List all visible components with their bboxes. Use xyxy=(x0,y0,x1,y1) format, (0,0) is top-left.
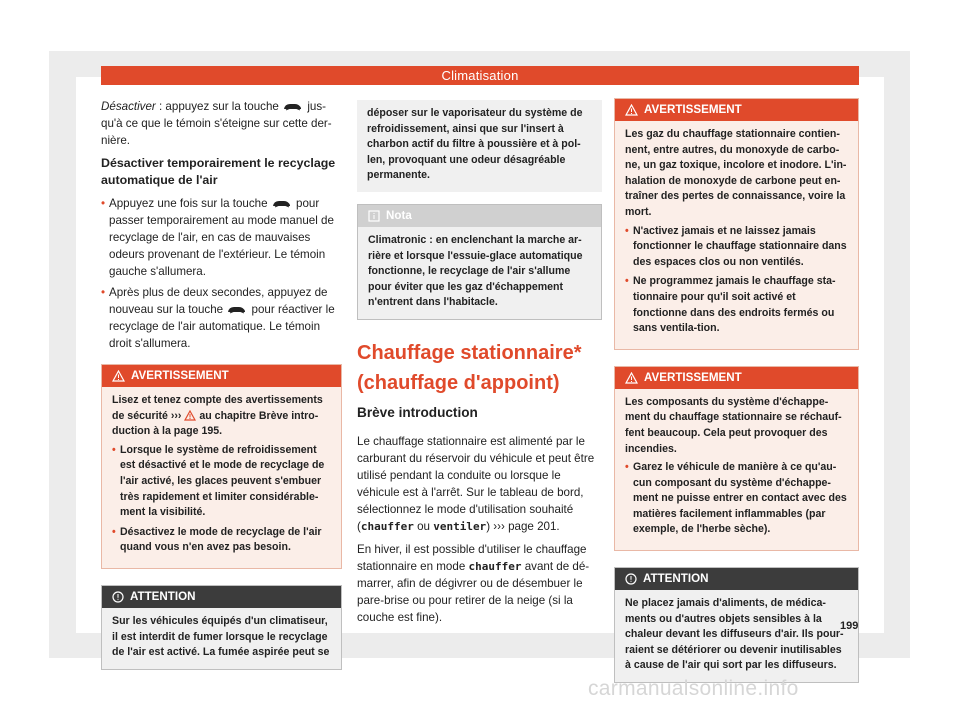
warning-body xyxy=(615,389,858,550)
warning-box-header xyxy=(615,99,858,121)
para1-text-b: ou xyxy=(413,519,434,533)
section-title xyxy=(357,338,602,398)
watermark-text: carmanualsonline.info xyxy=(588,677,799,700)
warning-title: AVERTISSEMENT xyxy=(131,369,229,382)
recirculation-car-icon xyxy=(282,102,304,111)
warning-box-header xyxy=(102,365,341,387)
mode-heat-label: chauffer xyxy=(360,519,414,533)
bullet-text-a: Après plus de deux secondes, appuyez de nouveau sur la touche xyxy=(109,286,328,316)
intro-paragraph xyxy=(357,433,602,535)
warning-title: AVERTISSEMENT xyxy=(644,370,742,384)
recirculation-car-icon xyxy=(226,305,248,314)
bullet-text-b: pour passer temporairement au mode manuel de recyclage de l'air, en cas de mauvaises odeurs provenant de l'extérieur. Le témoin gauche s'allumera. xyxy=(109,197,334,278)
list-item: • Lorsque le système de refroidissement est désactivé et le mode de recyclage de l'air activé, les glaces peuvent s'embuer très rapidement et limiter considérable-ment la visibilité. xyxy=(112,443,331,521)
list-item: • Désactivez le mode de recyclage de l'air quand vous n'en avez pas besoin. xyxy=(112,525,331,556)
section-title-line-2: (chauffage d'appoint) xyxy=(357,371,560,394)
attention-box xyxy=(101,585,342,670)
warning-box xyxy=(101,364,342,569)
deactivate-text-1: : appuyez sur la touche xyxy=(155,100,283,113)
deactivate-paragraph xyxy=(101,98,342,149)
warning-title: AVERTISSEMENT xyxy=(644,103,742,116)
info-icon xyxy=(368,210,380,222)
section-subtitle: Brève introduction xyxy=(357,404,478,420)
mode-ventilate-label: ventiler xyxy=(433,519,487,533)
attention-body: Sur les véhicules équipés d'un climatiseur, il est interdit de fumer lorsque le recyclage de l'air est activé. La fumée aspirée peut se xyxy=(102,608,341,669)
column-left xyxy=(101,98,342,670)
column-middle xyxy=(357,98,602,632)
attention-body: Ne placez jamais d'aliments, de médica-ments ou d'autres objets sensibles à la chaleur devant les diffuseurs d'air. Ils pour-raient se détériorer ou devenir inutilisables à cause de l'air qui sort par les diffuseurs. xyxy=(615,590,858,682)
winter-paragraph xyxy=(357,541,602,626)
warning-triangle-icon xyxy=(112,370,125,382)
deactivate-text-2: jus-qu'à ce que le témoin s'éteigne sur cette der-nière. xyxy=(101,100,332,147)
attention-box-header xyxy=(615,568,858,590)
attention-continued-box: déposer sur le vaporisateur du système de refroidissement, ainsi que sur l'insert à charbon actif du filtre à poussière et à pol-len, provoquant une odeur désagréable permanente. xyxy=(357,100,602,192)
note-title: Nota xyxy=(386,208,412,222)
warning-triangle-icon xyxy=(625,104,638,116)
list-item: • Ne programmez jamais le chauffage sta-tionnaire pour qu'il soit activé et fonctionne dans des endroits fermés ou sans ventila-tion. xyxy=(625,274,848,336)
page-number: 199 xyxy=(840,620,859,632)
bullet-text-a: Appuyez une fois sur la touche xyxy=(109,197,271,210)
attention-title: ATTENTION xyxy=(130,589,196,603)
attention-circle-icon xyxy=(625,573,637,585)
list-item: • Garez le véhicule de manière à ce qu'au-cun composant du système d'échappe-ment ne puisse entrer en contact avec des matières facilement inflammables (par exemple, de l'herbe sèche). xyxy=(625,460,848,538)
list-item xyxy=(101,195,342,280)
bullet-text-b: pour réactiver le recyclage de l'air automatique. Le témoin droit s'allumera. xyxy=(109,303,335,350)
warning-triangle-icon xyxy=(625,372,638,384)
para1-text-a: Le chauffage stationnaire est alimenté par le carburant du réservoir du véhicule et peut être utilisé pendant la conduite ou lorsque le véhicule est à l'arrêt. Sur le tableau de bord, sélectionnez le mode d'utilisation souhaité ( xyxy=(357,434,595,533)
note-box-header xyxy=(358,205,601,227)
list-item xyxy=(101,284,342,352)
deactivate-label: Désactiver xyxy=(101,100,156,113)
list-item: • N'activez jamais et ne laissez jamais fonctionner le chauffage stationnaire dans des espaces clos ou non ventilés. xyxy=(625,224,848,271)
warning-box-header xyxy=(615,367,858,389)
attention-title: ATTENTION xyxy=(643,572,709,586)
warning-box xyxy=(614,366,859,551)
warning-body xyxy=(615,121,858,349)
page-reference-link[interactable]: ) ››› page 201. xyxy=(486,519,560,533)
para2-text-a: En hiver, il est possible d'utiliser le chauffage stationnaire en mode xyxy=(357,542,587,573)
recirculation-car-icon xyxy=(271,199,293,208)
attention-box-header xyxy=(102,586,341,608)
note-body: Climatronic : en enclenchant la marche ar-rière et lorsque l'essuie-glace automatique fonctionne, le recyclage de l'air s'allume pour éviter que les gaz d'échappement n'entrent dans l'habitacle. xyxy=(368,233,583,309)
temporary-deactivate-heading: Désactiver temporairement le recyclage automatique de l'air xyxy=(101,156,336,187)
warning-intro: Les composants du système d'échappe-ment du chauffage stationnaire se réchauf-fent beaucoup. Cela peut provoquer des incendies. xyxy=(625,395,842,455)
warning-intro: Les gaz du chauffage stationnaire contien-nent, entre autres, du monoxyde de carbo-ne, un gaz toxique, incolore et inodore. L'in-halation de monoxyde de carbone peut en-traîner des pertes de connaissance, voire la mort. xyxy=(625,128,847,218)
warning-triangle-icon xyxy=(184,410,196,421)
warning-intro-a: Lisez et tenez compte des avertissements de sécurité ››› xyxy=(112,394,323,422)
warning-intro xyxy=(112,393,331,440)
para2-text-b: avant de dé-marrer, afin de dégivrer ou de désembuer le pare-brise ou pour retirer de la neige (si la couche est fine). xyxy=(357,559,590,624)
attention-circle-icon xyxy=(112,591,124,603)
attention-box xyxy=(614,567,859,683)
warning-box xyxy=(614,98,859,350)
column-right xyxy=(614,98,859,683)
note-box xyxy=(357,204,602,320)
warning-body xyxy=(102,387,341,568)
warning-intro-b: au chapitre Brève intro-duction à la page 195. xyxy=(112,409,319,438)
section-title-line-1: Chauffage stationnaire* xyxy=(357,341,582,364)
page-header: Climatisation xyxy=(101,66,859,85)
mode-heat-label: chauffer xyxy=(468,559,522,573)
